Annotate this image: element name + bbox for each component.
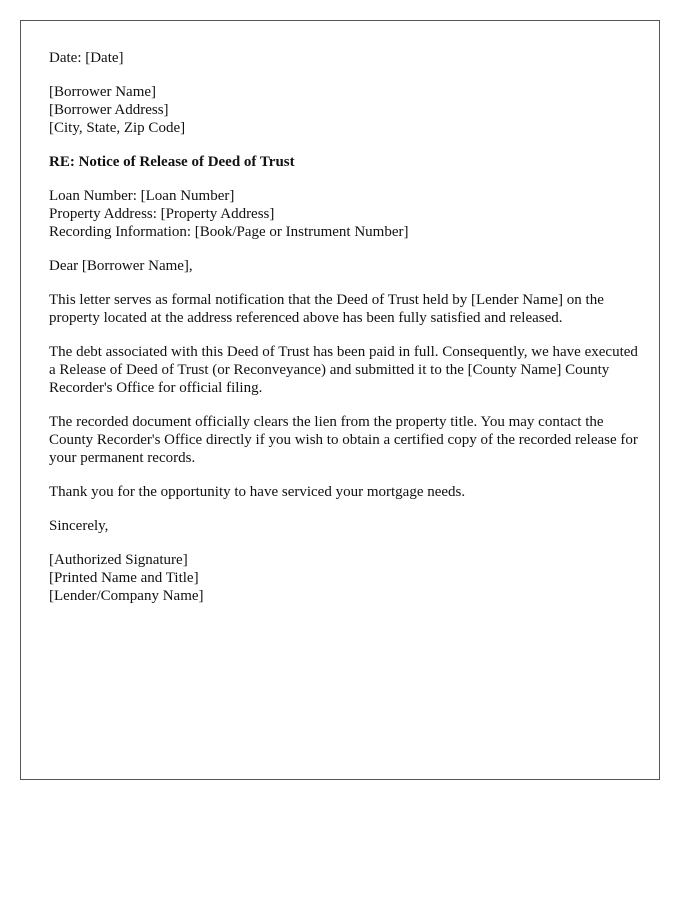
date-block <box>49 49 639 67</box>
body-paragraph-3: The recorded document officially clears the lien from the property title. You may contact the County Recorder's Office directly if you wish to obtain a certified copy of the recorded release for your permanent records. <box>49 414 638 466</box>
subject-line: RE: Notice of Release of Deed of Trust <box>49 154 295 170</box>
property-address: Property Address: [Property Address] <box>49 206 275 222</box>
loan-info-block <box>49 187 639 241</box>
recipient-address: [Borrower Address] <box>49 102 169 118</box>
loan-number: Loan Number: [Loan Number] <box>49 188 235 204</box>
letter-page <box>20 20 660 780</box>
body-paragraph-2: The debt associated with this Deed of Trust has been paid in full. Consequently, we have executed a Release of Deed of Trust (or Reconveyance) and submitted it to the [County Name] County Recorder's Office for official filing. <box>49 344 638 396</box>
body-paragraph-1: This letter serves as formal notification that the Deed of Trust held by [Lender Name] on the property located at the address referenced above has been fully satisfied and released. <box>49 292 604 326</box>
printed-name-title: [Printed Name and Title] <box>49 570 199 586</box>
signature-line: [Authorized Signature] <box>49 552 188 568</box>
recipient-city-state-zip: [City, State, Zip Code] <box>49 120 186 136</box>
recording-information: Recording Information: [Book/Page or Instrument Number] <box>49 224 409 240</box>
signature-block <box>49 551 639 605</box>
body-paragraph-4: Thank you for the opportunity to have serviced your mortgage needs. <box>49 484 466 500</box>
recipient-block <box>49 83 639 137</box>
salutation: Dear [Borrower Name], <box>49 258 193 274</box>
closing: Sincerely, <box>49 518 109 534</box>
company-name: [Lender/Company Name] <box>49 588 204 604</box>
recipient-name: [Borrower Name] <box>49 84 157 100</box>
date-line: Date: [Date] <box>49 50 124 66</box>
letter-content <box>49 49 639 621</box>
